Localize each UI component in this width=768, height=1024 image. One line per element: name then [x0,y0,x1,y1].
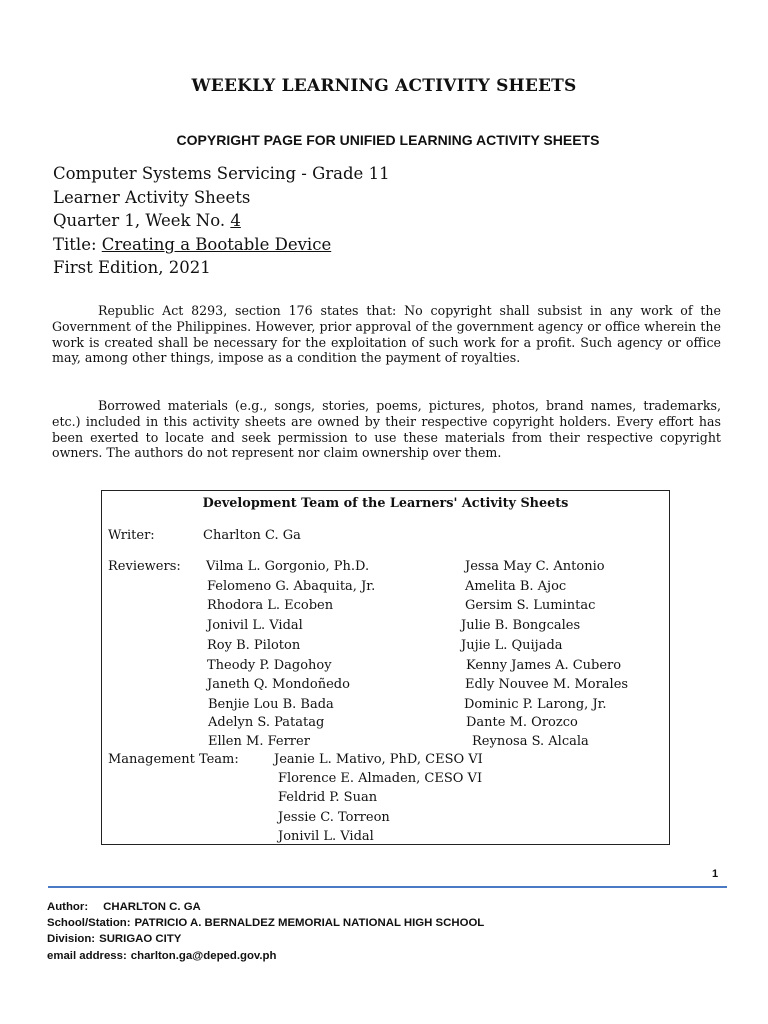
footer-school-label: School/Station: [47,917,131,930]
writer-name: Charlton C. Ga [203,528,301,543]
meta-week-number: 4 [230,211,241,230]
footer-email-label: email address: [47,949,127,962]
document-subtitle: COPYRIGHT PAGE FOR UNIFIED LEARNING ACTIVITY SHEETS [176,132,600,148]
reviewer-right: Amelita B. Ajoc [465,579,567,594]
page-number: 1 [712,868,719,880]
reviewer-left: Janeth Q. Mondoñedo [207,677,350,692]
reviewer-left: Adelyn S. Patatag [208,715,325,730]
development-team-box [101,490,670,845]
management-member: Florence E. Almaden, CESO VI [278,771,483,786]
footer-author-label: Author: [47,901,89,913]
meta-title-value: Creating a Bootable Device [101,234,332,254]
reviewer-left: Benjie Lou B. Bada [208,697,334,712]
reviewer-right: Jujie L. Quijada [461,638,563,653]
reviewer-left: Theody P. Dagohoy [207,658,332,673]
reviewer-right: Kenny James A. Cubero [466,658,622,673]
reviewer-right: Julie B. Bongcales [461,618,581,633]
footer-email-value: charlton.ga@deped.gov.ph [130,949,277,962]
footer-author [47,899,484,915]
footer-author-value: CHARLTON C. GA [103,901,201,913]
management-member: Jessie C. Torreon [278,810,390,825]
footer-divider [48,886,727,888]
footer-school [47,915,484,931]
republic-act-paragraph: Republic Act 8293, section 176 states that: No copyright shall subsist in any work of the Government of the Philippines. However, prior approval of the government agency or office wherein the work is created shall be necessary for the exploitation of such work for a profit. Such agency or office may, among other things, impose as a condition the payment of royalties. [52,303,721,366]
footer-school-value: PATRICIO A. BERNALDEZ MEMORIAL NATIONAL HIGH SCHOOL [134,917,485,930]
reviewer-left: Ellen M. Ferrer [208,734,310,749]
management-member: Jonivil L. Vidal [278,829,374,844]
management-member: Jeanie L. Mativo, PhD, CESO VI [274,752,483,767]
meta-subject: Computer Systems Servicing - Grade 11 [53,164,390,183]
document-meta [53,162,390,280]
reviewer-left: Rhodora L. Ecoben [207,598,334,613]
team-heading: Development Team of the Learners' Activity Sheets [202,496,569,511]
meta-type: Learner Activity Sheets [53,187,251,207]
reviewer-left: Vilma L. Gorgonio, Ph.D. [206,559,370,574]
document-title: WEEKLY LEARNING ACTIVITY SHEETS [191,76,577,96]
meta-title-label: Title: [53,234,102,254]
management-label: Management Team: [108,752,239,767]
reviewers-label: Reviewers: [108,559,181,574]
reviewer-left: Roy B. Piloton [207,638,301,653]
reviewer-right: Edly Nouvee M. Morales [465,677,629,692]
footer-division [47,931,484,947]
reviewer-right: Dante M. Orozco [466,715,578,730]
reviewer-right: Jessa May C. Antonio [465,559,605,574]
meta-quarter [53,209,390,233]
footer-division-value: SURIGAO CITY [99,933,182,946]
reviewer-left: Jonivil L. Vidal [207,618,303,633]
management-member: Feldrid P. Suan [278,790,378,805]
reviewer-right: Reynosa S. Alcala [472,734,589,749]
reviewer-right: Dominic P. Larong, Jr. [464,697,607,712]
footer-email [47,948,484,964]
meta-quarter-prefix: Quarter 1, Week No. [53,211,231,230]
borrowed-materials-paragraph: Borrowed materials (e.g., songs, stories, poems, pictures, photos, brand names, trademarks, etc.) included in this activity sheets are owned by their respective copyright holders. Every effort has been exerted to locate and seek permission to use these materials from their respective copyright owners. The authors do not represent nor claim ownership over them. [52,398,721,461]
reviewer-left: Felomeno G. Abaquita, Jr. [207,579,376,594]
meta-edition: First Edition, 2021 [53,258,211,277]
footer-division-label: Division: [47,933,96,946]
reviewer-right: Gersim S. Lumintac [465,598,596,613]
writer-label: Writer: [108,528,155,543]
footer [47,899,484,964]
meta-title [53,233,390,257]
